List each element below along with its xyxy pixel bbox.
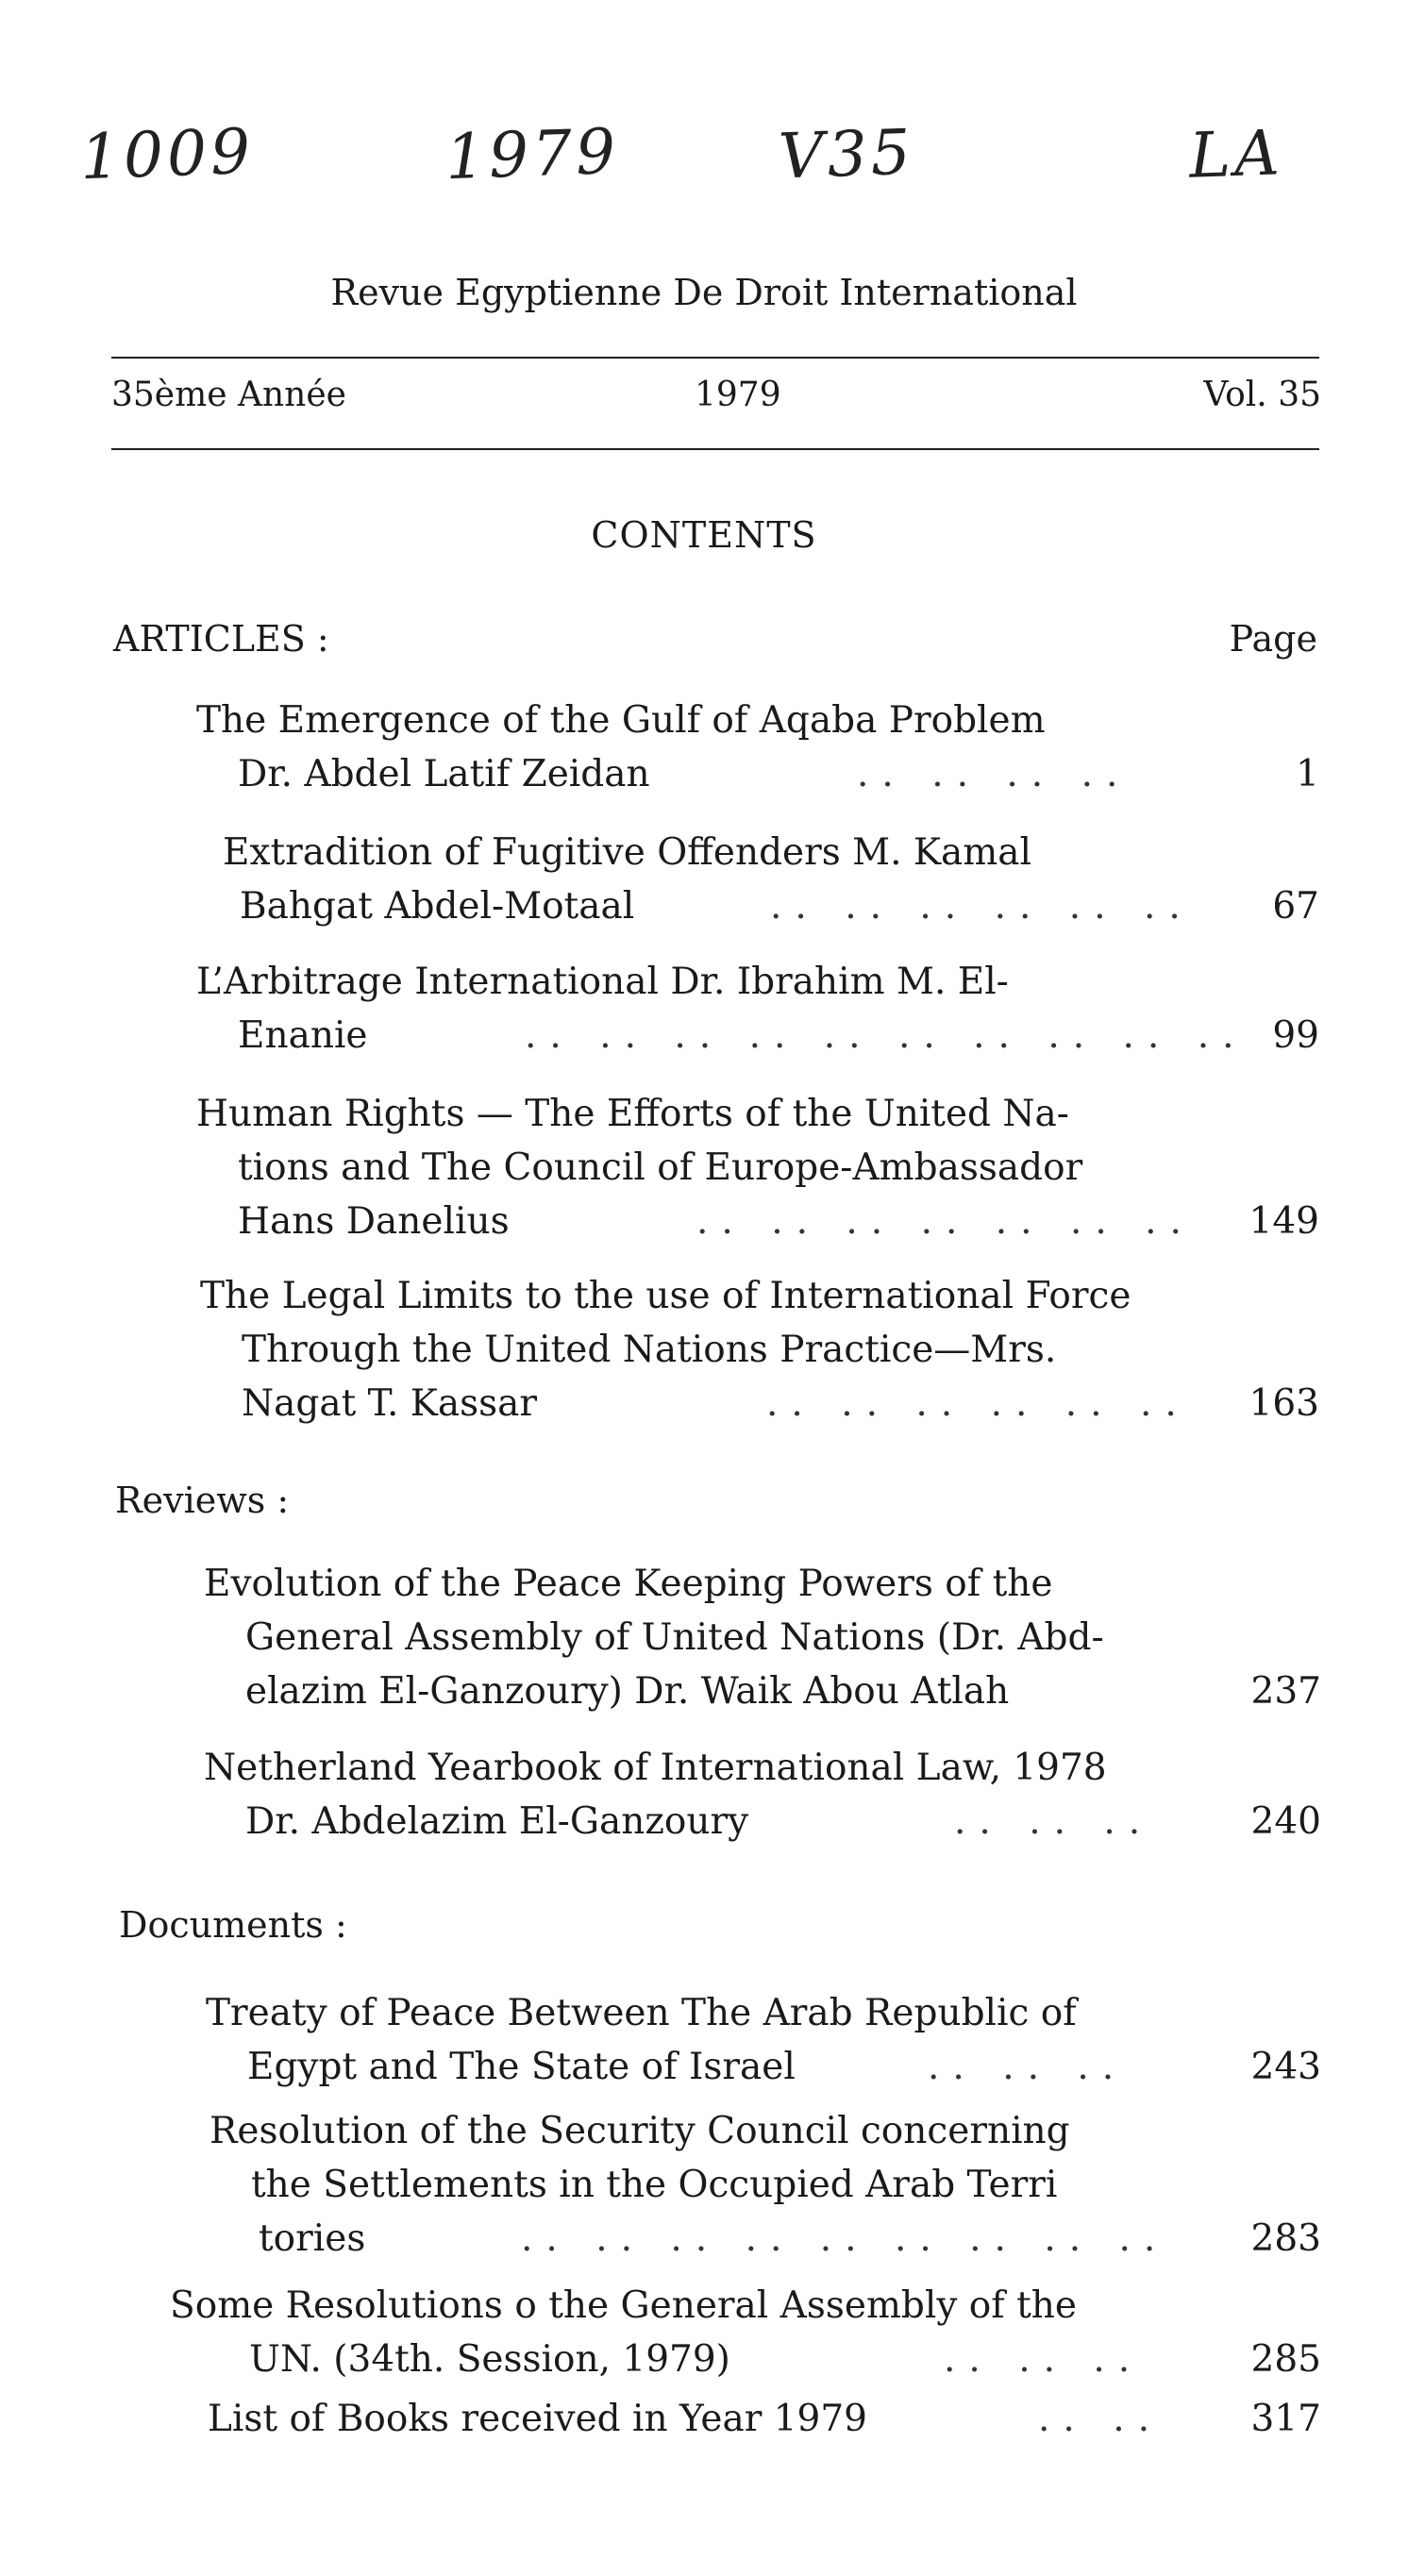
dot-leader: .. .. .. .. .. .. .. .. .. — [521, 2217, 1169, 2260]
page-number: 149 — [1249, 1200, 1319, 1243]
entry-title-line: Some Resolutions o the General Assembly of the — [170, 2284, 1077, 2327]
entry-title-line: Evolution of the Peace Keeping Powers of the — [204, 1563, 1053, 1605]
entry-title-line: The Emergence of the Gulf of Aqaba Problem — [196, 699, 1046, 742]
page-number: 285 — [1250, 2338, 1321, 2381]
page-number: 240 — [1250, 1800, 1321, 1843]
entry-title-line: Treaty of Peace Between The Arab Republic of — [206, 1992, 1077, 2034]
entry-author-line: Nagat T. Kassar — [242, 1382, 538, 1425]
entry-title-line: Resolution of the Security Council concerning — [210, 2110, 1070, 2152]
page-number: 99 — [1272, 1014, 1319, 1057]
toc-entry — [196, 1087, 1319, 1248]
entry-title-line: tions and The Council of Europe-Ambassador — [238, 1146, 1083, 1189]
handwritten-note-2: 1979 — [444, 114, 621, 194]
page-number: 163 — [1249, 1382, 1319, 1425]
entry-title-line: General Assembly of United Nations (Dr. Abd- — [245, 1616, 1104, 1659]
dot-leader: .. .. .. .. .. .. — [766, 1382, 1190, 1425]
volume-label: Vol. 35 — [1203, 376, 1321, 414]
entry-author-line: Enanie — [238, 1014, 368, 1057]
page-number: 317 — [1250, 2398, 1321, 2440]
entry-title-line: The Legal Limits to the use of International Force — [200, 1275, 1131, 1317]
page-column-label: Page — [1229, 618, 1317, 660]
dot-leader: .. .. .. .. .. .. — [770, 885, 1194, 928]
entry-author-line: Dr. Abdelazim El-Ganzoury — [245, 1800, 749, 1843]
entry-author-line: Dr. Abdel Latif Zeidan — [238, 753, 650, 795]
handwritten-note-1: 1009 — [78, 114, 256, 194]
toc-entry — [200, 1269, 1319, 1430]
entry-title-line: L’Arbitrage International Dr. Ibrahim M. El- — [196, 961, 1009, 1003]
page-number: 1 — [1296, 753, 1319, 795]
toc-entry — [204, 1557, 1321, 1718]
dot-leader: .. .. .. .. — [857, 753, 1131, 795]
toc-entry — [170, 2279, 1321, 2386]
page-number: 67 — [1272, 885, 1319, 928]
toc-entry — [196, 694, 1319, 801]
entry-title-line: Extradition of Fugitive Offenders M. Kamal — [223, 831, 1031, 874]
documents-heading: Documents : — [119, 1904, 347, 1946]
entry-title-line: Egypt and The State of Israel — [247, 2046, 796, 2088]
contents-heading: CONTENTS — [591, 514, 817, 556]
dot-leader: .. .. .. .. .. .. .. — [696, 1200, 1195, 1243]
toc-entry — [206, 1986, 1321, 2094]
handwritten-annotations — [75, 114, 1323, 203]
issue-info-row — [111, 376, 1321, 423]
entry-author-line: elazim El-Ganzoury) Dr. Waik Abou Atlah — [245, 1670, 1010, 1713]
journal-title: Revue Egyptienne De Droit International — [330, 272, 1078, 313]
entry-title-line: the Settlements in the Occupied Arab Terri — [251, 2164, 1058, 2206]
toc-entry — [204, 1741, 1321, 1848]
entry-title-line: tories — [259, 2217, 366, 2260]
page-number: 283 — [1250, 2217, 1321, 2260]
entry-title-line: Human Rights — The Efforts of the United Na- — [196, 1093, 1069, 1135]
issue-year: 1979 — [695, 376, 781, 414]
header-rule-bottom — [111, 448, 1319, 450]
entry-author-line: Bahgat Abdel-Motaal — [240, 885, 635, 928]
dot-leader: .. .. — [1038, 2398, 1163, 2440]
toc-entry — [208, 2392, 1321, 2446]
dot-leader: .. .. .. — [928, 2046, 1128, 2088]
dot-leader: .. .. .. — [944, 2338, 1144, 2381]
handwritten-note-3: V35 — [777, 115, 915, 193]
entry-author-line: Hans Danelius — [238, 1200, 510, 1243]
articles-heading: ARTICLES : — [113, 618, 329, 660]
year-label: 35ème Année — [111, 376, 346, 414]
handwritten-note-4: LA — [1187, 116, 1284, 192]
page-number: 237 — [1250, 1670, 1321, 1713]
entry-title-line: List of Books received in Year 1979 — [208, 2398, 867, 2440]
dot-leader: .. .. .. .. .. .. .. .. .. .. — [525, 1014, 1248, 1057]
toc-entry — [210, 2104, 1321, 2266]
toc-entry — [223, 826, 1319, 933]
dot-leader: .. .. .. — [954, 1800, 1154, 1843]
entry-title-line: Netherland Yearbook of International Law, 1978 — [204, 1747, 1107, 1789]
entry-title-line: UN. (34th. Session, 1979) — [249, 2338, 730, 2381]
reviews-heading: Reviews : — [115, 1480, 290, 1521]
header-rule-top — [111, 357, 1319, 359]
page-number: 243 — [1250, 2046, 1321, 2088]
toc-entry — [196, 955, 1319, 1062]
entry-title-line: Through the United Nations Practice—Mrs. — [242, 1329, 1057, 1371]
